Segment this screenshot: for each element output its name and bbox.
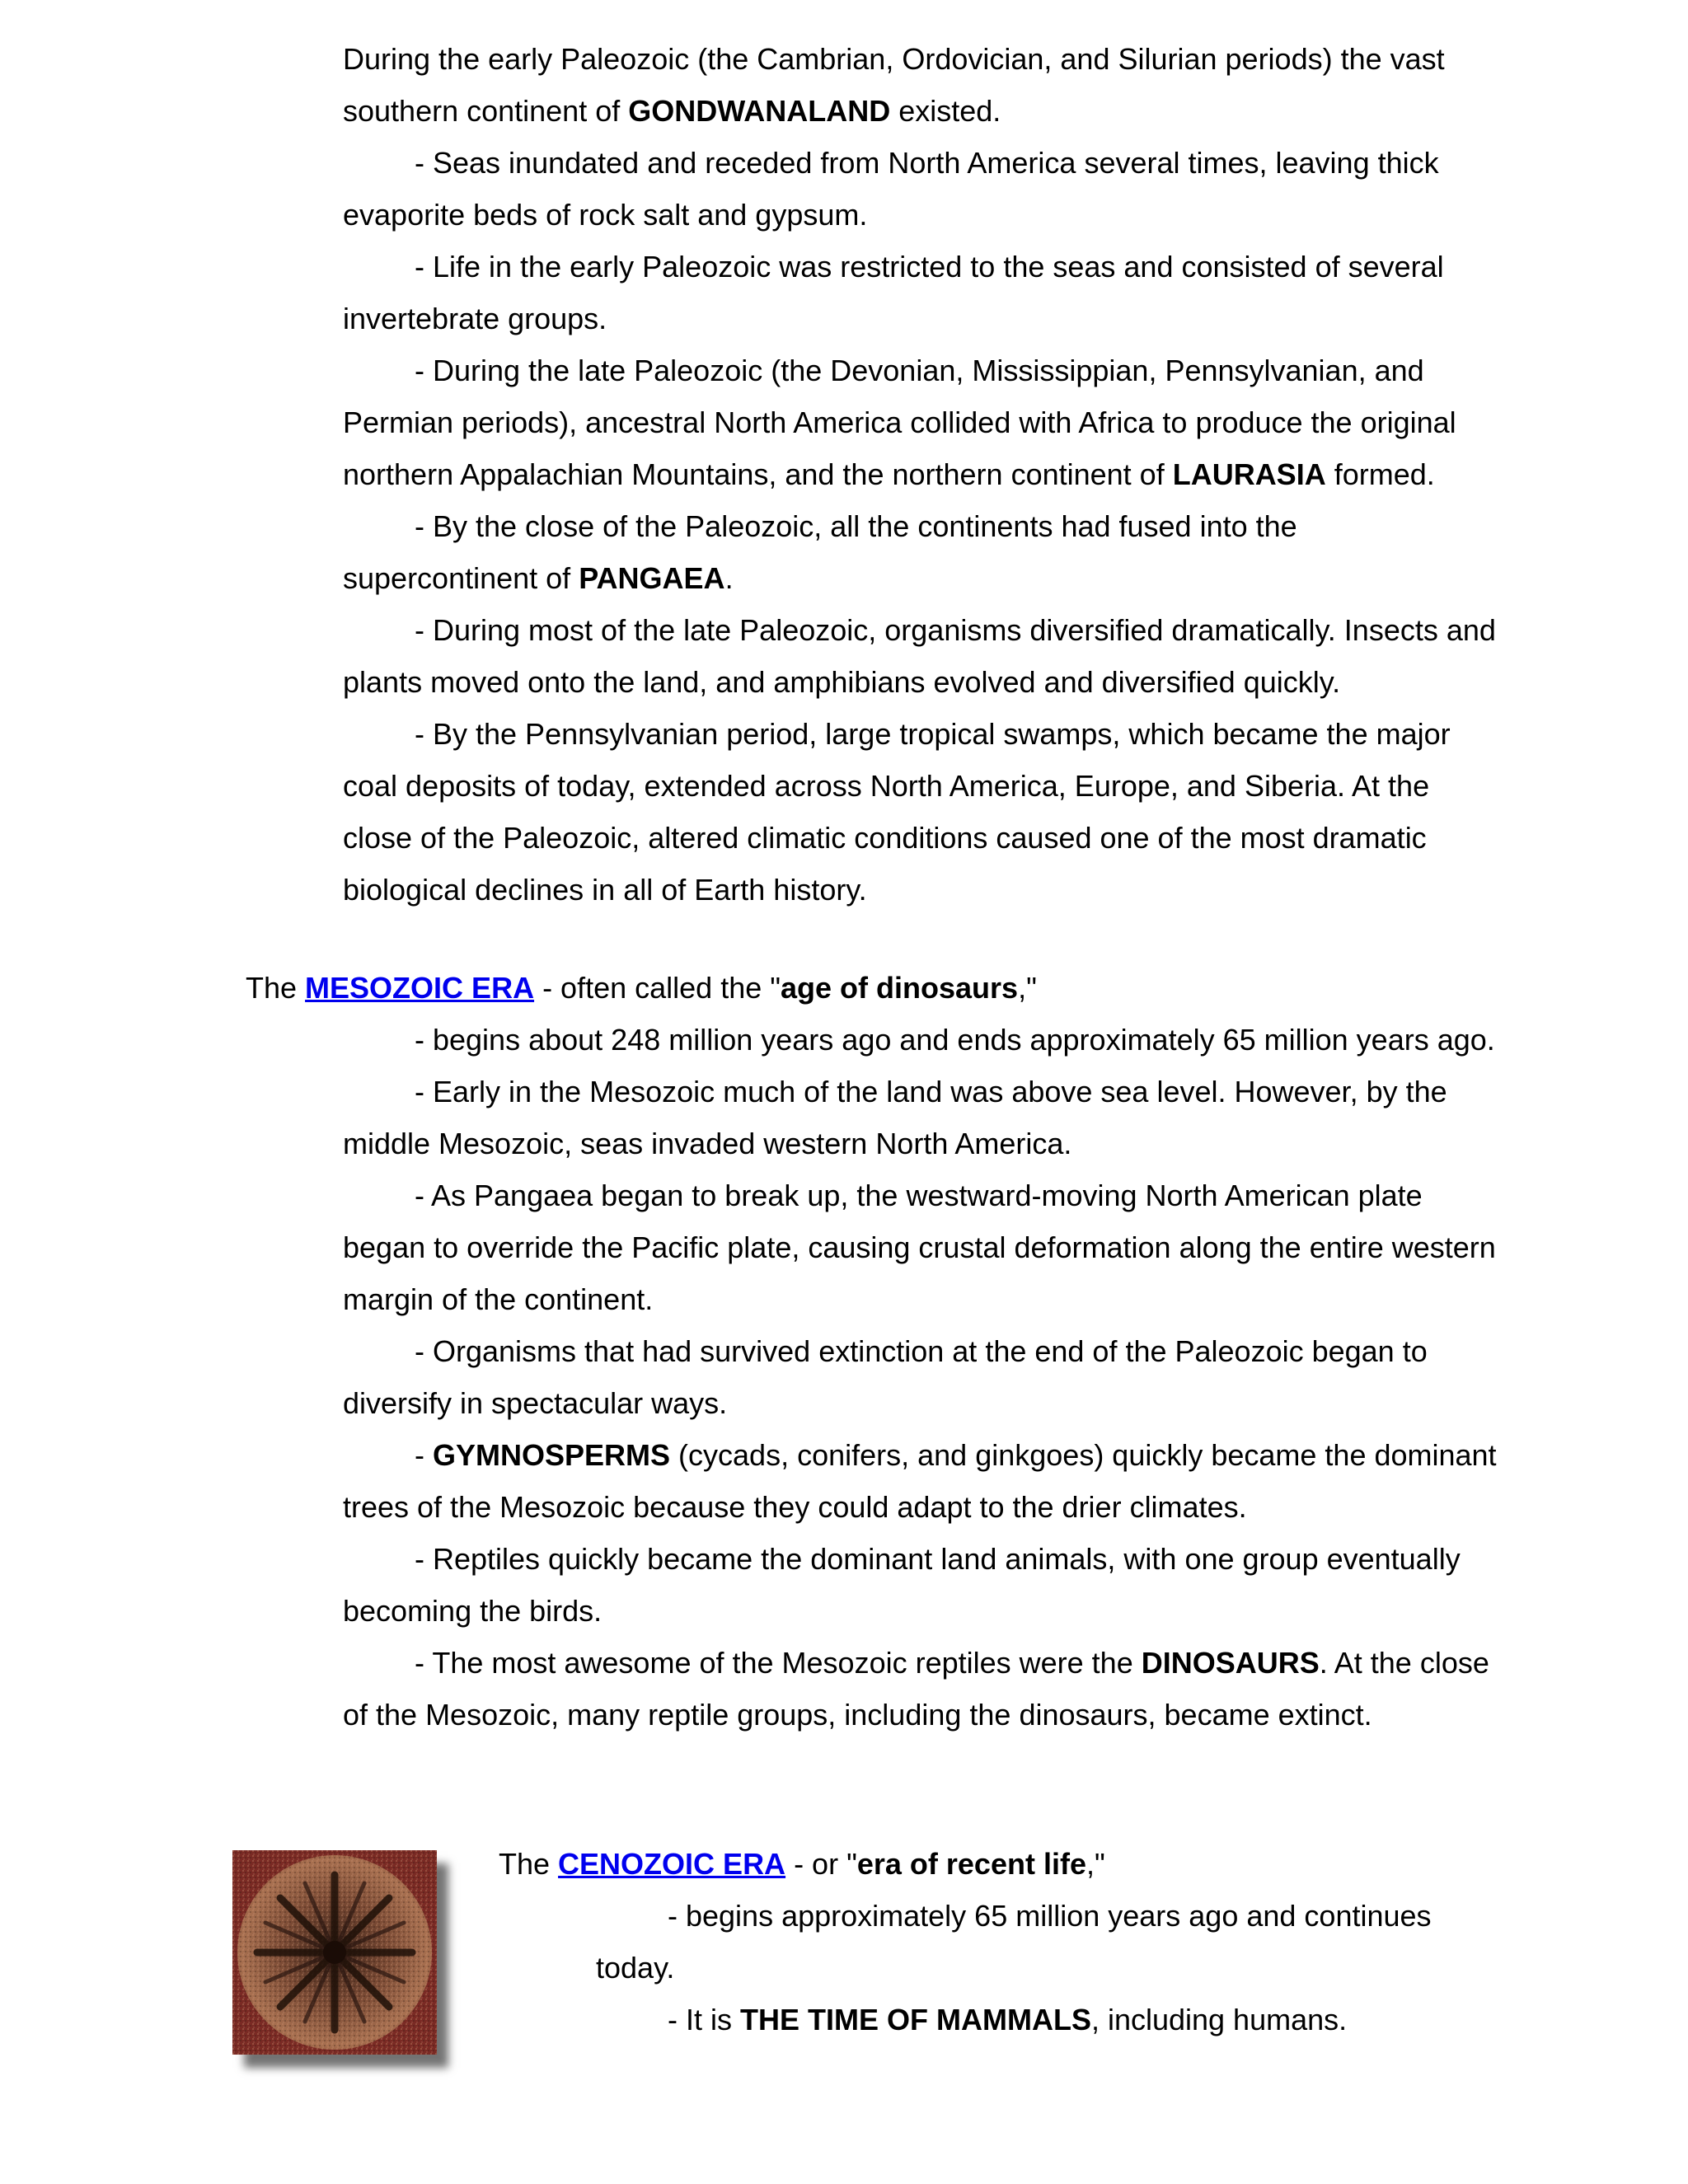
fossil-image xyxy=(232,1850,437,2055)
mesozoic-heading-mid: - often called the " xyxy=(534,971,781,1005)
mesozoic-bullet-text: - Organisms that had survived extinction at the end of the Paleozoic began to diversify in spectacular ways. xyxy=(343,1334,1428,1420)
mesozoic-bullet-text: - Reptiles quickly became the dominant land animals, with one group eventually becoming the birds. xyxy=(343,1542,1461,1628)
paleozoic-bullet-text: - By the close of the Paleozoic, all the continents had fused into the supercontinent of xyxy=(343,509,1297,595)
paleozoic-bullet-text: - By the Pennsylvanian period, large tropical swamps, which became the major coal deposits of today, extended across North America, Europe, and Siberia. At the close of the Paleozoic, altered climatic conditions caused one of the most dramatic biological declines in all of Earth history. xyxy=(343,717,1451,907)
mesozoic-bullet xyxy=(343,1014,1497,1066)
paleozoic-bullet xyxy=(343,604,1497,708)
cenozoic-bullet xyxy=(596,1994,1503,2046)
pangaea-term: PANGAEA xyxy=(579,561,725,595)
mesozoic-bullet-text: - begins about 248 million years ago and ends approximately 65 million years ago. xyxy=(415,1023,1495,1057)
mesozoic-bullet-text: - As Pangaea began to break up, the westward-moving North American plate began to override the Pacific plate, causing crustal deformation along the entire western margin of the continent. xyxy=(343,1179,1496,1316)
paleozoic-bullet xyxy=(343,708,1497,916)
mesozoic-heading-end: ," xyxy=(1018,971,1037,1005)
paleozoic-bullet xyxy=(343,500,1497,604)
gymnosperms-term: GYMNOSPERMS xyxy=(433,1438,671,1472)
paleozoic-bullet xyxy=(343,137,1497,241)
mesozoic-heading xyxy=(246,962,1482,1014)
paleozoic-bullet-end: . xyxy=(724,561,734,595)
paleozoic-bullet-text: - Life in the early Paleozoic was restricted to the seas and consisted of several invertebrate groups. xyxy=(343,250,1444,335)
mesozoic-bullet-text: - xyxy=(415,1438,433,1472)
paleozoic-intro xyxy=(343,33,1497,137)
mesozoic-heading-prefix: The xyxy=(246,971,306,1005)
mesozoic-bullet xyxy=(343,1325,1497,1429)
paleozoic-bullet xyxy=(343,241,1497,344)
paleozoic-bullet-text: - Seas inundated and receded from North America several times, leaving thick evaporite beds of rock salt and gypsum. xyxy=(343,146,1439,232)
mesozoic-bullet-end: . At the close of the Mesozoic, many reptile groups, including the dinosaurs, became extinct. xyxy=(343,1646,1489,1732)
gondwanaland-term: GONDWANALAND xyxy=(628,94,891,128)
paleozoic-bullet xyxy=(343,344,1497,500)
laurasia-term: LAURASIA xyxy=(1172,457,1326,491)
paleozoic-bullet-text: - During the late Paleozoic (the Devonian, Mississippian, Pennsylvanian, and Permian periods), ancestral North America collided with Africa to produce the original northern Appalachian Mountains, and the northern continent of xyxy=(343,354,1456,491)
fossil-icon xyxy=(232,1850,437,2055)
cenozoic-bullet-text: - begins approximately 65 million years ago and continues today. xyxy=(596,1899,1432,1985)
cenozoic-section xyxy=(596,1890,1503,2046)
paleozoic-section xyxy=(343,33,1497,916)
cenozoic-bullet-text: - It is xyxy=(668,2003,740,2036)
paleozoic-intro-text: During the early Paleozoic (the Cambrian, Ordovician, and Silurian periods) the vast southern continent of xyxy=(343,42,1445,128)
cenozoic-heading-prefix: The xyxy=(499,1847,559,1881)
mesozoic-bullet xyxy=(343,1169,1497,1325)
mesozoic-bullet xyxy=(343,1637,1497,1741)
cenozoic-era-link[interactable]: CENOZOIC ERA xyxy=(558,1847,786,1881)
cenozoic-bullet-end: , including humans. xyxy=(1090,2003,1348,2036)
mesozoic-era-link[interactable]: MESOZOIC ERA xyxy=(305,971,535,1005)
time-of-mammals-term: THE TIME OF MAMMALS xyxy=(740,2003,1091,2036)
paleozoic-bullet-text: - During most of the late Paleozoic, organisms diversified dramatically. Insects and plants moved onto the land, and amphibians evolved and diversified quickly. xyxy=(343,613,1496,699)
era-of-recent-life-term: era of recent life xyxy=(856,1847,1086,1881)
dinosaurs-term: DINOSAURS xyxy=(1141,1646,1320,1680)
cenozoic-heading xyxy=(499,1838,1570,1890)
paleozoic-intro-end: existed. xyxy=(890,94,1001,128)
mesozoic-section xyxy=(343,1014,1497,1741)
age-of-dinosaurs-term: age of dinosaurs xyxy=(781,971,1019,1005)
mesozoic-bullet xyxy=(343,1533,1497,1637)
cenozoic-heading-end: ," xyxy=(1085,1847,1105,1881)
mesozoic-bullet-text: - The most awesome of the Mesozoic reptiles were the xyxy=(415,1646,1142,1680)
mesozoic-bullet-end: (cycads, conifers, and ginkgoes) quickly became the dominant trees of the Mesozoic because they could adapt to the drier climates. xyxy=(343,1438,1497,1524)
mesozoic-bullet xyxy=(343,1066,1497,1169)
paleozoic-bullet-end: formed. xyxy=(1325,457,1435,491)
mesozoic-bullet-text: - Early in the Mesozoic much of the land was above sea level. However, by the middle Mesozoic, seas invaded western North America. xyxy=(343,1075,1447,1160)
cenozoic-bullet xyxy=(596,1890,1503,1994)
mesozoic-bullet xyxy=(343,1429,1497,1533)
cenozoic-heading-mid: - or " xyxy=(785,1847,857,1881)
